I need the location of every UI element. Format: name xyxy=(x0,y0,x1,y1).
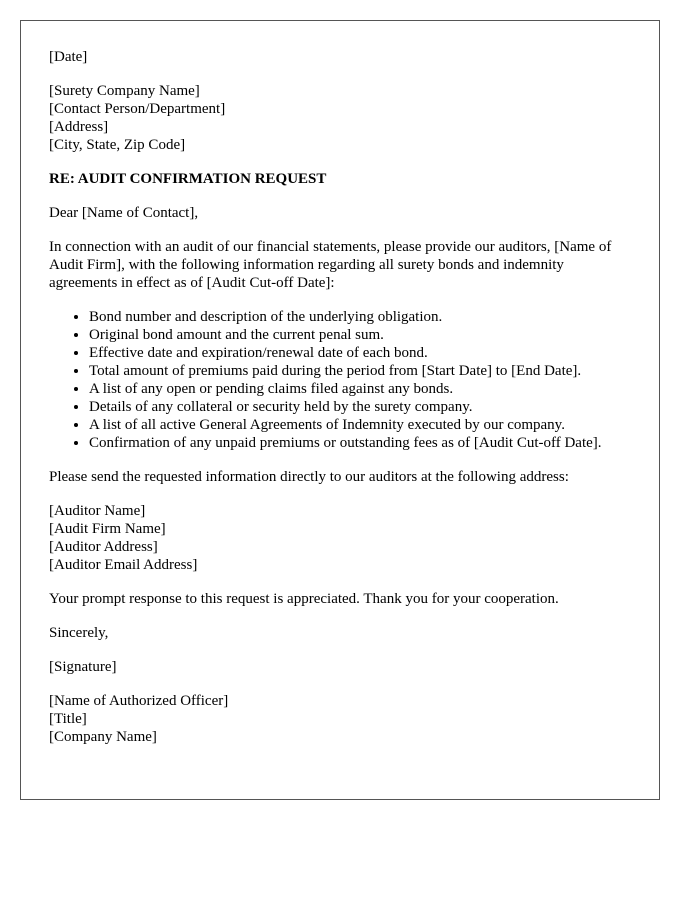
signature-block xyxy=(49,658,631,676)
date-block xyxy=(49,48,631,66)
requested-items-list xyxy=(49,308,631,452)
signature-placeholder: [Signature] xyxy=(49,659,117,675)
recipient-company: [Surety Company Name] xyxy=(49,83,200,99)
auditor-name: [Auditor Name] xyxy=(49,503,146,519)
sign-off-block xyxy=(49,624,631,642)
letter-page xyxy=(20,20,660,800)
closing-paragraph: Your prompt response to this request is appreciated. Thank you for your cooperation. xyxy=(49,591,559,607)
send-instruction-paragraph: Please send the requested information directly to our auditors at the following address: xyxy=(49,469,569,485)
list-item: • Details of any collateral or security held by the surety company. xyxy=(89,398,631,416)
list-item: • Bond number and description of the underlying obligation. xyxy=(89,308,631,326)
list-item: • A list of all active General Agreements of Indemnity executed by our company. xyxy=(89,416,631,434)
list-item: • Confirmation of any unpaid premiums or outstanding fees as of [Audit Cut-off Date]. xyxy=(89,434,609,452)
sign-off: Sincerely, xyxy=(49,625,109,641)
list-item: • Total amount of premiums paid during the period from [Start Date] to [End Date]. xyxy=(89,362,631,380)
signer-title: [Title] xyxy=(49,711,87,727)
auditor-address: [Auditor Address] xyxy=(49,539,158,555)
salutation-block xyxy=(49,204,631,222)
salutation: Dear [Name of Contact], xyxy=(49,205,199,221)
auditor-firm: [Audit Firm Name] xyxy=(49,521,166,537)
recipient-address: [Address] xyxy=(49,119,109,135)
recipient-address-block xyxy=(49,82,631,154)
list-item: • Effective date and expiration/renewal date of each bond. xyxy=(89,344,631,362)
recipient-contact: [Contact Person/Department] xyxy=(49,101,226,117)
auditor-address-block xyxy=(49,502,631,574)
signer-name: [Name of Authorized Officer] xyxy=(49,693,229,709)
recipient-city-state-zip: [City, State, Zip Code] xyxy=(49,137,186,153)
subject-block xyxy=(49,170,631,188)
list-item: • Original bond amount and the current penal sum. xyxy=(89,326,631,344)
subject-line: RE: AUDIT CONFIRMATION REQUEST xyxy=(49,171,327,187)
letter-date: [Date] xyxy=(49,49,88,65)
auditor-email: [Auditor Email Address] xyxy=(49,557,198,573)
signer-company: [Company Name] xyxy=(49,729,157,745)
intro-paragraph: In connection with an audit of our financial statements, please provide our auditors, [Name of Audit Firm], with the following information regarding all surety bonds and indemnity agreements in effect as of [Audit Cut-off Date]: xyxy=(49,239,612,291)
signer-block xyxy=(49,692,631,746)
list-item: • A list of any open or pending claims filed against any bonds. xyxy=(89,380,631,398)
